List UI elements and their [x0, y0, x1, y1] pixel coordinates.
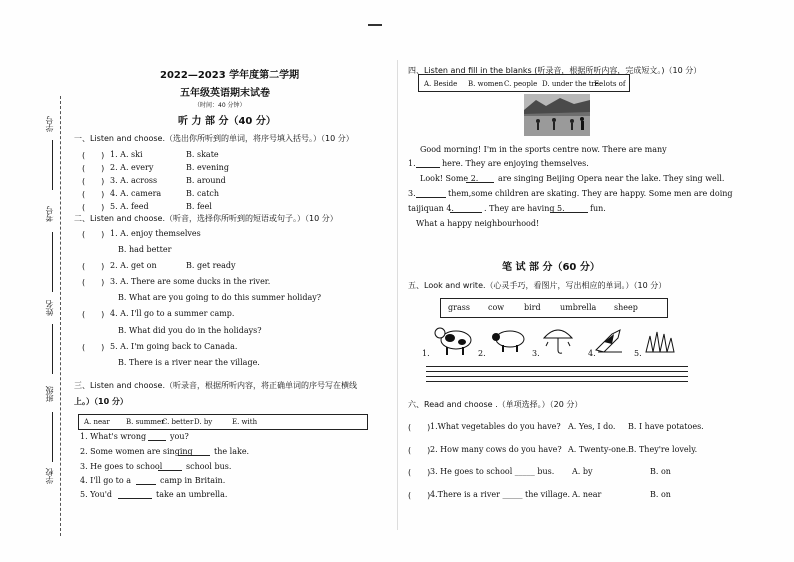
- fill-blank[interactable]: [550, 212, 588, 213]
- answer-paren[interactable]: ( ): [82, 190, 105, 199]
- q1-option-a: 2. A. every: [110, 163, 154, 172]
- q1-option-a: 1. A. ski: [110, 150, 143, 159]
- q6-option-b: B. I have potatoes.: [628, 422, 704, 431]
- q3-sentence-start: 4. I'll go to a: [80, 476, 132, 485]
- q5-heading: 五、Look and write.（心灵手巧，看图片，写出相应的单词。）（10 分）: [408, 281, 667, 290]
- q2-option-a: 3. A. There are some ducks in the river.: [110, 277, 271, 286]
- q3-sentence-end: school bus.: [186, 462, 232, 471]
- answer-paren[interactable]: ( ): [82, 177, 105, 186]
- q6-option-a: A. Yes, I do.: [568, 422, 616, 431]
- answer-paren[interactable]: ( ): [82, 310, 105, 319]
- q4-option: E. lots of: [594, 80, 626, 88]
- q3-option: D. by: [194, 418, 213, 426]
- q1-option-b: B. feel: [186, 202, 212, 211]
- side-line: [52, 140, 53, 190]
- q6-question: 1.What vegetables do you have?: [430, 422, 561, 431]
- q6-option-a: A. Twenty-one.: [568, 445, 629, 454]
- q6-option-a: A. by: [572, 467, 593, 476]
- q4-passage-text: 3.: [408, 189, 416, 198]
- side-label-name: 姓名: [45, 300, 54, 316]
- binding-line: [60, 96, 61, 536]
- q4-passage-text: them,some children are skating. They are happy. Some men are doing: [448, 189, 733, 198]
- q2-option-b: B. get ready: [186, 261, 236, 270]
- exam-subtitle: 五年级英语期末试卷: [180, 88, 270, 99]
- written-part-title: 笔 试 部 分（60 分）: [502, 262, 600, 273]
- q4-option: D. under the tree: [542, 80, 604, 88]
- q2-option-a: 2. A. get on: [110, 261, 157, 270]
- q3-sentence-start: 2. Some women are singing: [80, 447, 193, 456]
- q3-sentence-start: 3. He goes to school: [80, 462, 163, 471]
- q3-heading: 三、Listen and choose.（听录音，根据所听内容，将正确单词的序号写在横线: [74, 381, 358, 390]
- listening-part-title: 听 力 部 分（40 分）: [178, 116, 276, 127]
- writing-line: [426, 376, 688, 377]
- q5-word: bird: [524, 303, 541, 312]
- q2-option-b: B. What did you do in the holidays?: [118, 326, 262, 335]
- answer-paren[interactable]: ( ): [408, 423, 431, 432]
- side-label-class: 班级: [45, 386, 54, 402]
- fill-blank[interactable]: [450, 212, 482, 213]
- answer-paren[interactable]: ( ): [82, 343, 105, 352]
- q5-word: umbrella: [560, 303, 597, 312]
- answer-paren[interactable]: ( ): [82, 278, 105, 287]
- q6-question: 4.There is a river _____ the village.: [430, 490, 571, 499]
- q4-passage-text: 1.: [408, 159, 416, 168]
- q6-question: 3. He goes to school _____ bus.: [430, 467, 555, 476]
- q3-sentence-end: take an umbrella.: [156, 490, 228, 499]
- side-label-school: 学校: [45, 468, 54, 484]
- side-line: [52, 232, 53, 292]
- q5-number: 2.: [478, 349, 486, 358]
- q6-option-a: A. near: [572, 490, 602, 499]
- q4-passage-text: Good morning! I'm in the sports centre now. There are many: [420, 145, 667, 154]
- fill-blank[interactable]: [136, 484, 156, 485]
- q6-option-b: B. on: [650, 490, 671, 499]
- answer-paren[interactable]: ( ): [82, 203, 105, 212]
- q1-option-b: B. skate: [186, 150, 219, 159]
- q5-word: sheep: [614, 303, 638, 312]
- answer-paren[interactable]: ( ): [408, 491, 431, 500]
- q3-sentence-end: the lake.: [214, 447, 250, 456]
- answer-paren[interactable]: ( ): [82, 230, 105, 239]
- q2-heading: 二、Listen and choose.（听音，选择你所听到的短语或句子。）（10 分）: [74, 214, 338, 223]
- cow-picture: [432, 324, 476, 356]
- fill-blank[interactable]: [466, 182, 494, 183]
- q3-option: E. with: [232, 418, 258, 426]
- bird-picture: [592, 324, 626, 356]
- q2-option-b: B. had better: [118, 245, 172, 254]
- q2-option-a: 4. A. I'll go to a summer camp.: [110, 309, 235, 318]
- answer-paren[interactable]: ( ): [408, 468, 431, 477]
- q1-option-a: 3. A. across: [110, 176, 158, 185]
- q3-option: A. near: [84, 418, 110, 426]
- q5-number: 3.: [532, 349, 540, 358]
- side-line: [52, 412, 53, 462]
- writing-line: [426, 366, 688, 367]
- q6-heading: 六、Read and choose .（单项选择。）（20 分）: [408, 400, 583, 409]
- q4-passage-text: taijiquan 4.: [408, 204, 454, 213]
- q3-option: C. better: [162, 418, 194, 426]
- side-label-number: 学号: [45, 116, 54, 132]
- q5-number: 5.: [634, 349, 642, 358]
- q4-option: B. women: [468, 80, 504, 88]
- q4-passage-text: . They are having 5.: [484, 204, 565, 213]
- q1-heading: 一、Listen and choose.（选出你所听到的单词，将序号填入括号。）（10 分）: [74, 134, 354, 143]
- q1-option-b: B. evening: [186, 163, 229, 172]
- q3-option: B. summer: [126, 418, 165, 426]
- q5-word: grass: [448, 303, 470, 312]
- answer-paren[interactable]: ( ): [82, 262, 105, 271]
- side-line: [52, 324, 53, 374]
- q5-word: cow: [488, 303, 505, 312]
- writing-line: [426, 381, 688, 382]
- q4-passage-text: are singing Beijing Opera near the lake. They sing well.: [498, 174, 725, 183]
- exam-year-title: 2022—2023 学年度第二学期: [160, 70, 300, 81]
- fill-blank[interactable]: [178, 455, 210, 456]
- q1-option-b: B. around: [186, 176, 226, 185]
- q4-option: C. people: [504, 80, 538, 88]
- q6-option-b: B. They're lovely.: [628, 445, 698, 454]
- column-divider: [397, 60, 398, 530]
- grass-picture: [644, 328, 678, 354]
- q1-option-a: 4. A. camera: [110, 189, 162, 198]
- q3-sentence-end: camp in Britain.: [160, 476, 226, 485]
- answer-paren[interactable]: ( ): [82, 164, 105, 173]
- q2-option-a: 5. A. I'm going back to Canada.: [110, 342, 238, 351]
- q3-heading-cont: 上。）（10 分）: [74, 397, 128, 406]
- q3-options-box: [78, 414, 368, 430]
- q5-number: 1.: [422, 349, 430, 358]
- q4-passage-text: Look! Some 2.: [420, 174, 479, 183]
- q4-passage-text: What a happy neighbourhood!: [416, 219, 540, 228]
- q6-question: 2. How many cows do you have?: [430, 445, 562, 454]
- q5-number: 4.: [588, 349, 596, 358]
- writing-line: [426, 371, 688, 372]
- q3-sentence-start: 1. What's wrong: [80, 432, 147, 441]
- side-label-exam-no: 考号: [45, 206, 54, 222]
- fill-blank[interactable]: [118, 498, 152, 499]
- fill-blank[interactable]: [158, 470, 182, 471]
- q4-heading: 四、Listen and fill in the blanks (听录音，根据所听内容，完成短文。)（10 分）: [408, 66, 702, 75]
- fill-blank[interactable]: [416, 167, 440, 168]
- q1-option-a: 5. A. feed: [110, 202, 149, 211]
- fill-blank[interactable]: [416, 197, 446, 198]
- q2-option-b: B. There is a river near the village.: [118, 358, 260, 367]
- answer-paren[interactable]: ( ): [408, 446, 431, 455]
- exam-time: （时间：40 分钟）: [194, 102, 246, 109]
- sports-centre-photo: [524, 94, 590, 136]
- q4-option: A. Beside: [424, 80, 458, 88]
- q2-option-b: B. What are you going to do this summer holiday?: [118, 293, 322, 302]
- q6-option-b: B. on: [650, 467, 671, 476]
- fill-blank[interactable]: [148, 440, 166, 441]
- binding-mark: [368, 24, 382, 26]
- q1-option-b: B. catch: [186, 189, 220, 198]
- q3-sentence-start: 5. You'd: [80, 490, 113, 499]
- answer-paren[interactable]: ( ): [82, 151, 105, 160]
- q2-option-a: 1. A. enjoy themselves: [110, 229, 201, 238]
- q3-sentence-end: you?: [170, 432, 189, 441]
- q4-passage-text: fun.: [590, 204, 606, 213]
- umbrella-picture: [540, 324, 576, 356]
- sheep-picture: [490, 326, 530, 354]
- q4-passage-text: here. They are enjoying themselves.: [442, 159, 589, 168]
